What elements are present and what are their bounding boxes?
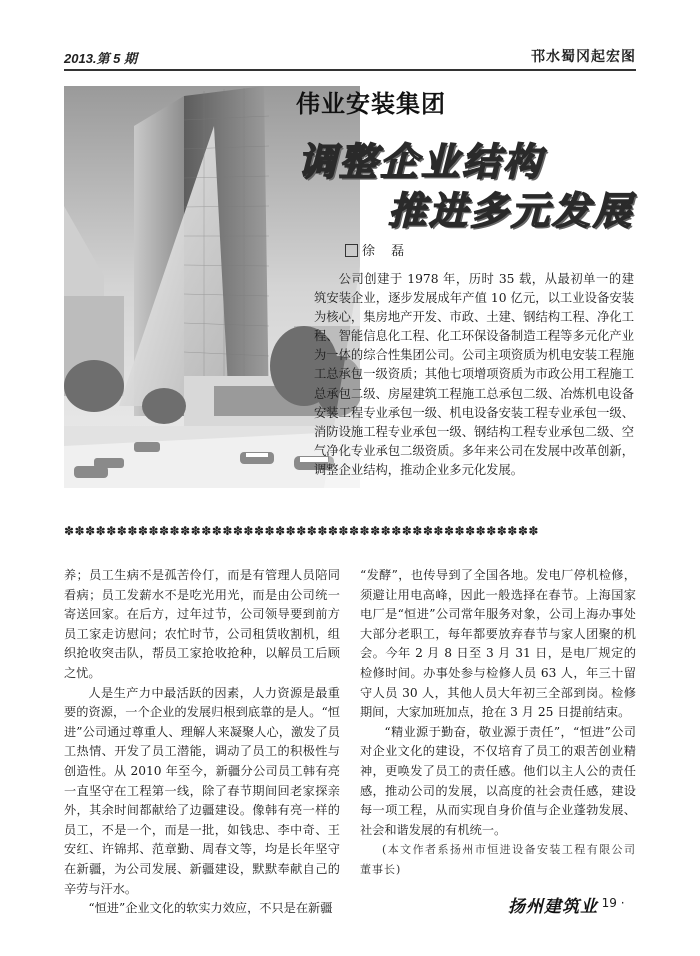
paragraph: “精业源于勤奋，敬业源于责任”，“恒进”公司对企业文化的建设，不仅培育了员工的艰苦创业精神，更唤发了员工的责任感。他们以主人公的责任感，推动公司的发展，以高度的社会责任感，建设每一项工程，从而实现自身价值与企业蓬勃发展、社会和谐发展的有机统一。 [360,724,636,837]
headline-line-1: 调整企业结构 [298,140,545,184]
author-note: (本文作者系扬州市恒进设备安装工程有限公司董事长) [360,843,636,876]
headline-line-2: 推进多元发展 [388,189,635,233]
magazine-logo: 扬州建筑业 [508,897,598,917]
issue-label: 2013.第 5 期 [64,51,137,66]
page-number: · 19 · [594,896,625,910]
star-separator: ✽✽✽✽✽✽✽✽✽✽✽✽✽✽✽✽✽✽✽✽✽✽✽✽✽✽✽✽✽✽✽✽✽✽✽✽✽✽✽✽✽✽✽✽✽ [64,524,539,538]
paragraph: “恒进”企业文化的软实力效应，不只是在新疆 [88,901,333,916]
author-name: 徐 磊 [362,244,411,259]
paragraph: 人是生产力中最活跃的因素，人力资源是最重要的资源，一个企业的发展归根到底靠的是人。“恒进”公司通过尊重人、理解人来凝聚人心，激发了员工热情、开发了员工潜能，调动了员工的积极性与创造性。从 2010 年至今，新疆分公司员工韩有亮一直坚守在工程第一线，除了春节期间回老家探亲外，其余时间都献给了边疆建设。像韩有亮一样的员工，不是一个，而是一批，如钱忠、李中奇、王安红、许锦邦、范章勤、周春文等，均是长年坚守在新疆，为公司发展、新疆建设，默默奉献自己的辛劳与汗水。 [64,685,340,896]
body-column-right [360,566,636,880]
author-marker-icon [345,244,358,257]
paragraph: “发酵”，也传导到了全国各地。发电厂停机检修，须避让用电高峰，因此一般选择在春节。上海国家电厂是“恒进”公司常年服务对象，公司上海办事处大部分老职工，每年都要放弃春节与家人团聚的机会。今年 2 月 8 日至 3 月 31 日，是电厂规定的检修时间。办事处参与检修人员 63 人，年三十留守人员 30 人，其他人员大年初三全部到岗。检修期间，大家加班加点，抢在 3 月 25 日提前结束。 [360,568,636,720]
paragraph: 养；员工生病不是孤苦伶仃，而是有管理人员陪同看病；员工发薪水不是吃光用光，而是由公司统一寄送回家。在后方，过年过节，公司领导要到前方员工家走访慰问；农忙时节，公司租赁收割机，组织抢收突击队，帮员工家抢收抢种，以解员工后顾之忧。 [64,568,340,680]
section-title: 邗水蜀冈起宏图 [531,49,636,65]
header-rule [64,69,636,71]
intro-paragraph: 公司创建于 1978 年，历时 35 载，从最初单一的建筑安装企业，逐步发展成年产值 10 亿元，以工业设备安装为核心，集房地产开发、市政、土建、钢结构工程、净化工程、智能信息化工程、化工环保设备制造工程等多元化产业为一体的综合性集团公司。公司主项资质为机电安装工程施工总承包一级资质；其他七项增项资质为市政公用工程施工总承包二级、房屋建筑工程施工总承包二级、冶炼机电设备安装工程专业承包一级、机电设备安装工程专业承包一级、消防设施工程专业承包一级、钢结构工程专业承包二级、空气净化专业承包二级资质。多年来公司在发展中改革创新，调整企业结构，推动企业多元化发展。 [314,272,634,477]
body-column-left [64,566,340,919]
company-name: 伟业安装集团 [296,90,446,118]
